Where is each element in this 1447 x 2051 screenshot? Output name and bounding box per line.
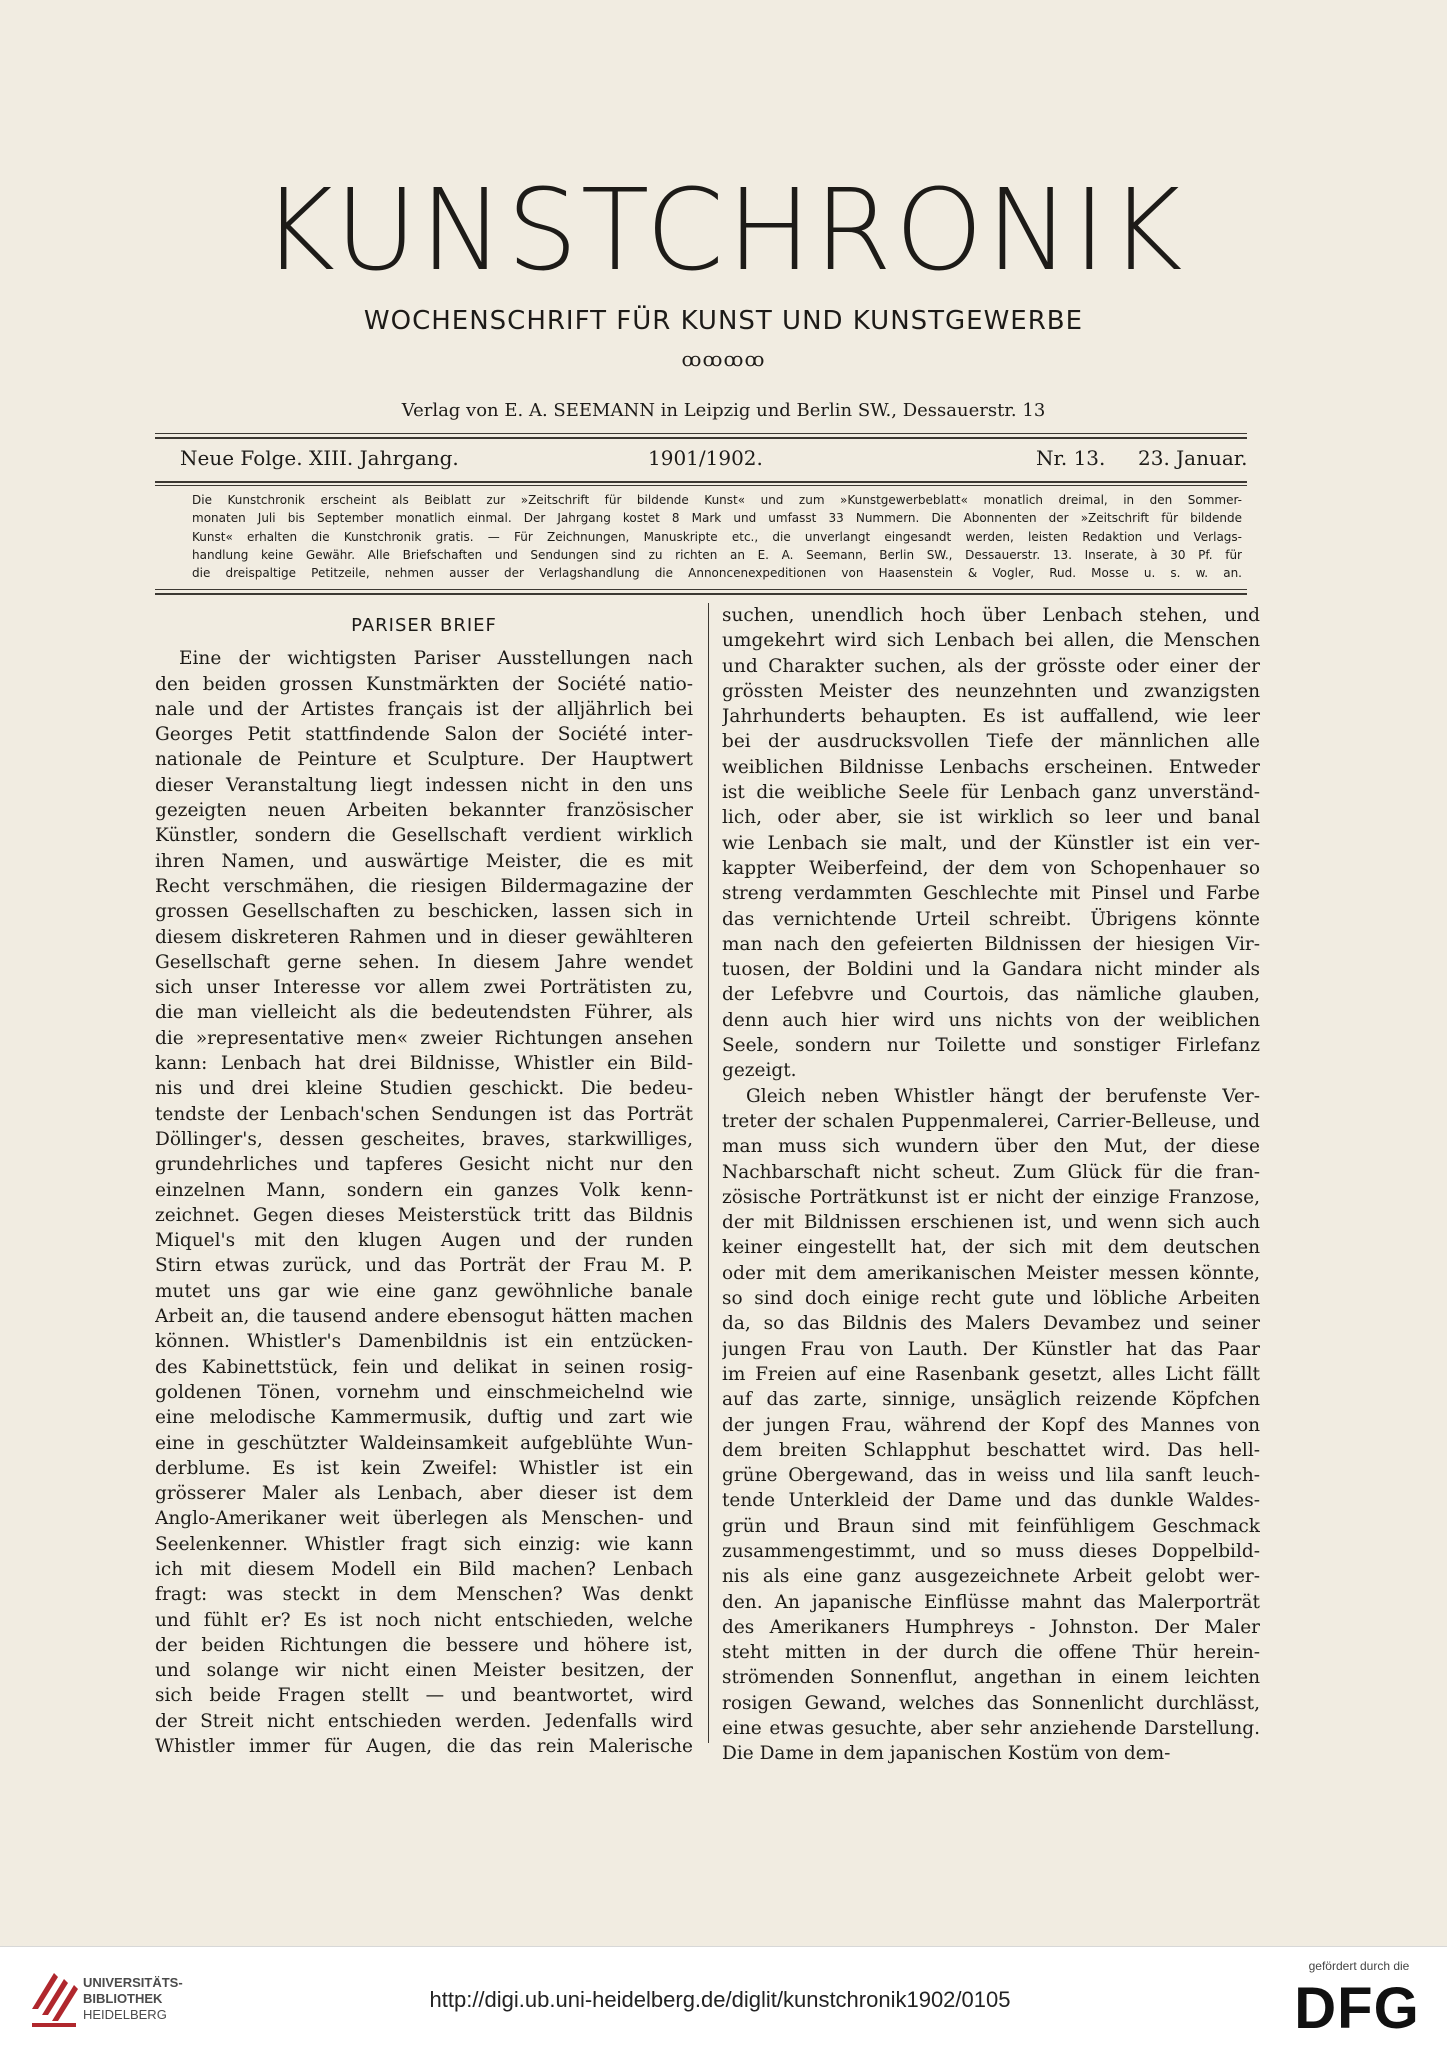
article-line: Künstler, sondern die Gesellschaft verdient wirklich — [155, 825, 693, 847]
article-line: der jungen Frau, während der Kopf des Mannes von — [722, 1414, 1260, 1436]
notice-line: Kunst« erhalten die Kunstchronik gratis. — Für Zeichnungen, Manuskripte etc., die unverlangt eingesandt werden, leisten Redaktion und Verlags- — [192, 529, 1242, 544]
article-line: fragt: was steckt in dem Menschen? Was denkt — [155, 1584, 693, 1606]
article-line: dieser Veranstaltung liegt indessen nicht in den uns — [155, 774, 693, 796]
library-name-line: UNIVERSITÄTS- — [83, 1975, 183, 1990]
article-line: jungen Frau von Lauth. Der Künstler hat das Paar — [722, 1338, 1260, 1360]
article-line: sich unser Interesse vor allem zwei Porträtisten zu, — [155, 977, 693, 999]
article-line: man muss sich wundern über den Mut, der diese — [722, 1136, 1260, 1158]
article-line: nis als eine ganz ausgezeichnete Arbeit gelobt wer- — [722, 1566, 1260, 1588]
article-line: nis und drei kleine Studien geschickt. Die bedeu- — [155, 1078, 693, 1100]
article-line: Eine der wichtigsten Pariser Ausstellungen nach — [179, 648, 693, 670]
article-line: derblume. Es ist kein Zweifel: Whistler ist ein — [155, 1457, 693, 1479]
article-column-left — [155, 603, 693, 1759]
article-line: tendste der Lenbach'schen Sendungen ist das Porträt — [155, 1103, 693, 1125]
notice-line: monaten Juli bis September monatlich einmal. Der Jahrgang kostet 8 Mark und umfasst 33 Nummern. Die Abonnenten der »Zeitschrift für bildende — [192, 511, 1242, 526]
article-line: Seelenkenner. Whistler fragt sich einzig: wie kann — [155, 1533, 693, 1555]
article-line: grossen Gesellschaften zu beschicken, lassen sich in — [155, 901, 693, 923]
article-line: Stirn etwas zurück, und das Porträt der Frau M. P. — [155, 1255, 693, 1277]
rule-bottom-thick — [155, 593, 1247, 595]
article-line: Jahrhunderts behaupten. Es ist auffallend, wie leer — [722, 706, 1260, 728]
rule-mid — [155, 485, 1247, 486]
rule-top — [155, 433, 1247, 434]
issue-date: 23. Januar. — [1138, 446, 1248, 470]
article-line: einzelnen Mann, sondern ein ganzes Volk kenn- — [155, 1179, 693, 1201]
article-line: steht mitten in der durch die offene Thür herein- — [722, 1642, 1260, 1664]
article-line: suchen, unendlich hoch über Lenbach stehen, und — [722, 605, 1260, 626]
rule-top-thick — [155, 437, 1247, 439]
article-line: Gleich neben Whistler hängt der berufenste Ver- — [746, 1085, 1260, 1107]
article-line: treter der schalen Puppenmalerei, Carrier-Belleuse, und — [722, 1110, 1260, 1132]
article-line: ist die weibliche Seele für Lenbach ganz unverständ- — [722, 782, 1260, 804]
article-line: weiblichen Bildnisse Lenbachs erscheinen. Entweder — [722, 756, 1260, 778]
article-line: im Freien auf eine Rasenbank gesetzt, alles Licht fällt — [722, 1363, 1260, 1385]
article-line: tuosen, der Boldini und la Gandara nicht minder als — [722, 959, 1260, 981]
article-line: des Kabinettstück, fein und delikat in seinen rosig- — [155, 1356, 693, 1378]
permalink-url[interactable]: http://digi.ub.uni-heidelberg.de/diglit/kunstchronik1902/0105 — [429, 1987, 1011, 2012]
article-line: sich beide Fragen stellt — und beantwortet, wird — [155, 1685, 693, 1707]
journal-subtitle: WOCHENSCHRIFT FÜR KUNST UND KUNSTGEWERBE — [363, 306, 1084, 336]
article-line: Seele, sondern nur Toilette und sonstiger Firlefanz — [722, 1035, 1260, 1057]
library-name-line: BIBLIOTHEK — [83, 1991, 163, 2006]
article-line: grössten Meister des neunzehnten und zwanzigsten — [722, 680, 1260, 702]
article-line: der Streit nicht entschieden werden. Jedenfalls wird — [155, 1710, 693, 1732]
ornament-divider: ꝏꝏꝏꝏ — [681, 347, 766, 371]
article-line: und fühlt er? Es ist noch nicht entschieden, welche — [155, 1609, 693, 1631]
issue-years: 1901/1902. — [648, 446, 763, 470]
article-line: grün und Braun sind mit feinfühligem Geschmack — [722, 1515, 1260, 1537]
article-line: denn auch hier wird uns nichts von der weiblichen — [722, 1009, 1260, 1031]
article-line: können. Whistler's Damenbildnis ist ein entzücken- — [155, 1331, 693, 1353]
article-line: bei der ausdrucksvollen Tiefe der männlichen alle — [722, 731, 1260, 753]
article-line: eine in geschützter Waldeinsamkeit aufgeblühte Wun- — [155, 1432, 693, 1454]
article-line: den beiden grossen Kunstmärkten der Société natio- — [155, 673, 693, 695]
article-line: dem breiten Schlapphut beschattet wird. Das hell- — [722, 1439, 1260, 1461]
notice-line: handlung keine Gewähr. Alle Briefschaften und Sendungen sind zu richten an E. A. Seemann, Berlin SW., Dessauerstr. 13. Inserate, à 30 Pf. für — [192, 547, 1242, 562]
journal-title: KUNSTCHRONIK — [261, 166, 1186, 296]
article-line: nale und der Artistes français ist der alljährlich bei — [155, 698, 693, 720]
article-line: Gesellschaft gerne sehen. In diesem Jahre wendet — [155, 951, 693, 973]
issue-info — [180, 446, 1246, 476]
article-line: grundehrliches und tapferes Gesicht nicht nur den — [155, 1154, 693, 1176]
rule-bottom — [155, 589, 1247, 590]
article-column-right — [722, 603, 1260, 1767]
article-line: und Charakter suchen, als der grösste oder einer der — [722, 655, 1260, 677]
viewer-footer — [0, 1946, 1447, 2051]
article-heading: PARISER BRIEF — [351, 615, 497, 636]
article-line: eine melodische Kammermusik, duftig und zart wie — [155, 1407, 693, 1429]
article-line: Arbeit an, die tausend andere ebensogut hätten machen — [155, 1306, 693, 1328]
article-line: gezeigt. — [722, 1060, 797, 1082]
article-line: des Amerikaners Humphreys - Johnston. Der Maler — [722, 1616, 1260, 1638]
article-line: der beiden Richtungen die bessere und höhere ist, — [155, 1634, 693, 1656]
article-line: die man vielleicht als die bedeutendsten Führer, als — [155, 1002, 693, 1024]
article-line: tende Unterkleid der Dame und das dunkle Waldes- — [722, 1490, 1260, 1512]
article-line: Whistler immer für Augen, die das rein Malerische — [155, 1736, 693, 1758]
article-line: umgekehrt wird sich Lenbach bei allen, die Menschen — [722, 630, 1260, 652]
article-line: Georges Petit stattfindende Salon der Société inter- — [155, 724, 693, 746]
university-library-logo — [28, 1965, 80, 2031]
article-line: der Lefebvre und Courtois, das nämliche glauben, — [722, 984, 1260, 1006]
article-line: eine etwas gesuchte, aber sehr anziehende Darstellung. — [722, 1718, 1260, 1740]
dfg-logo: DFG — [1294, 1976, 1420, 2041]
article-line: gezeigten neuen Arbeiten bekannter französischer — [155, 800, 693, 822]
library-name-line: HEIDELBERG — [83, 2007, 167, 2022]
article-line: nationale de Peinture et Sculpture. Der Hauptwert — [155, 749, 693, 771]
article-line: Miquel's mit den klugen Augen und der runden — [155, 1230, 693, 1252]
article-line: da, so das Bildnis des Malers Devambez und seiner — [722, 1313, 1260, 1335]
article-line: Döllinger's, dessen gescheites, braves, starkwilliges, — [155, 1128, 693, 1150]
article-line: kappter Weiberfeind, der dem von Schopenhauer so — [722, 857, 1260, 879]
article-line: man nach den gefeierten Bildnissen der hiesigen Vir- — [722, 933, 1260, 955]
article-line: und solange wir nicht einen Meister besitzen, der — [155, 1660, 693, 1682]
publisher-line: Verlag von E. A. SEEMANN in Leipzig und Berlin SW., Dessauerstr. 13 — [401, 400, 1046, 421]
article-line: den. An japanische Einflüsse mahnt das Malerporträt — [722, 1591, 1260, 1613]
rule-mid-thick — [155, 481, 1247, 483]
funded-by-label: gefördert durch die — [1308, 1959, 1410, 1973]
article-line: Recht verschmähen, die riesigen Bildermagazine der — [155, 875, 693, 897]
article-line: zusammengestimmt, und so muss dieses Doppelbild- — [722, 1540, 1260, 1562]
article-line: mutet uns gar wie eine ganz gewöhnliche banale — [155, 1280, 693, 1302]
article-line: das vernichtende Urteil schreibt. Übrigens könnte — [722, 908, 1260, 930]
library-name — [83, 1975, 183, 2023]
article-line: grüne Obergewand, das in weiss und lila sanft leuch- — [722, 1465, 1260, 1487]
article-line: Anglo-Amerikaner weit überlegen als Menschen- und — [155, 1508, 693, 1530]
article-line: grösserer Maler als Lenbach, aber dieser ist dem — [155, 1483, 693, 1505]
article-line: Nachbarschaft nicht scheut. Zum Glück für die fran- — [722, 1161, 1260, 1183]
article-line: der mit Bildnissen erschienen ist, und wenn sich auch — [722, 1212, 1260, 1234]
subscription-notice — [192, 491, 1242, 582]
article-line: strömenden Sonnenflut, angethan in einem leichten — [722, 1667, 1260, 1689]
article-line: goldenen Tönen, vornehm und einschmeichelnd wie — [155, 1381, 693, 1403]
notice-line: die dreispaltige Petitzeile, nehmen ausser der Verlagshandlung die Annoncenexpeditionen von Haasenstein & Vogler, Rud. Mosse u. s. w. an. — [192, 566, 1242, 581]
issue-series: Neue Folge. XIII. Jahrgang. — [180, 446, 459, 470]
article-line: streng verdammten Geschlechte mit Pinsel und Farbe — [722, 883, 1260, 905]
notice-line: Die Kunstchronik erscheint als Beiblatt zur »Zeitschrift für bildende Kunst« und zum »Kunstgewerbeblatt« monatlich dreimal, in den Sommer- — [192, 493, 1242, 507]
article-line: zeichnet. Gegen dieses Meisterstück tritt das Bildnis — [155, 1204, 693, 1226]
article-line: zösische Porträtkunst ist er nicht der einzige Franzose, — [722, 1186, 1260, 1208]
article-line: kann: Lenbach hat drei Bildnisse, Whistler ein Bild- — [155, 1053, 693, 1075]
article-line: auf das zarte, sinnige, unsäglich reizende Köpfchen — [722, 1389, 1260, 1411]
article-line: oder mit dem amerikanischen Meister messen könnte, — [722, 1262, 1260, 1284]
article-line: diesem diskreteren Rahmen und in dieser gewählteren — [155, 926, 693, 948]
article-line: die »representative men« zweier Richtungen ansehen — [155, 1027, 693, 1049]
article-line: lich, oder aber, sie ist wirklich so leer und banal — [722, 807, 1260, 829]
article-line: rosigen Gewand, welches das Sonnenlicht durchlässt, — [722, 1692, 1260, 1714]
issue-number: Nr. 13. — [1036, 446, 1106, 470]
article-line: keiner eingestellt hat, der sich mit dem deutschen — [722, 1237, 1260, 1259]
column-divider — [708, 603, 709, 1743]
article-line: wie Lenbach sie malt, und der Künstler ist ein ver- — [722, 832, 1260, 854]
article-line: Die Dame in dem japanischen Kostüm von dem- — [722, 1743, 1171, 1765]
article-line: so sind doch einige recht gute und löbliche Arbeiten — [722, 1288, 1260, 1310]
article-line: ich mit diesem Modell ein Bild machen? Lenbach — [155, 1558, 693, 1580]
article-line: ihren Namen, und auswärtige Meister, die es mit — [155, 850, 693, 872]
